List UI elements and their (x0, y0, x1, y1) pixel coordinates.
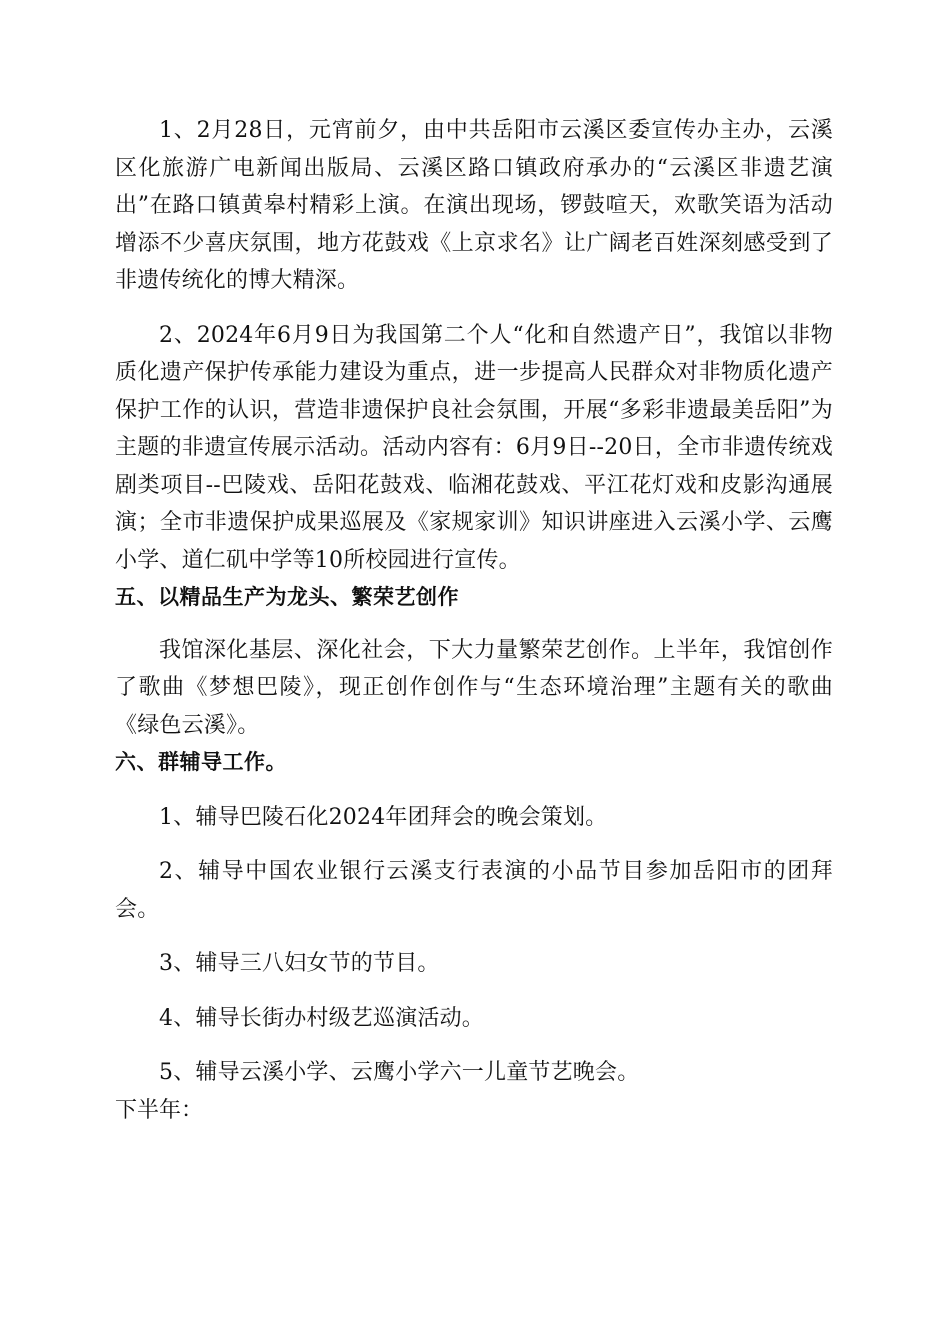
list-item-guidance-3: 3、辅导三八妇女节的节目。 (159, 951, 440, 976)
list-item-guidance-5: 5、辅导云溪小学、云鹰小学六一儿童节艺晚会。 (159, 1060, 640, 1085)
paragraph-lantern-festival-performance: 1、2月28日，元宵前夕，由中共岳阳市云溪区委宣传办主办，云溪区化旅游广电新闻出版局、云溪区路口镇政府承办的“云溪区非遗艺演出”在路口镇黄皋村精彩上演。在演出现场，锣鼓喧天，欢歌笑语为活动增添不少喜庆氛围，地方花鼓戏《上京求名》让广阔老百姓深刻感受到了非遗传统化的博大精深。 (115, 118, 833, 293)
section-heading-six: 六、群辅导工作。 (115, 750, 287, 774)
list-item-guidance-1: 1、辅导巴陵石化2024年团拜会的晚会策划。 (159, 804, 608, 830)
document-page (115, 112, 833, 1129)
second-half-year-label: 下半年： (115, 1097, 204, 1123)
list-item-guidance-4: 4、辅导长街办村级艺巡演活动。 (159, 1005, 484, 1031)
section-heading-five: 五、以精品生产为龙头、繁荣艺创作 (115, 585, 459, 609)
paragraph-art-creation: 我馆深化基层、深化社会，下大力量繁荣艺创作。上半年，我馆创作了歌曲《梦想巴陵》，现正创作创作与“生态环境治理”主题有关的歌曲《绿色云溪》。 (115, 637, 833, 738)
list-item-guidance-2: 2、辅导中国农业银行云溪支行表演的小品节目参加岳阳市的团拜会。 (115, 859, 833, 922)
paragraph-heritage-day-activities: 2、2024年6月9日为我国第二个人“化和自然遗产日”，我馆以非物质化遗产保护传承能力建设为重点，进一步提高人民群众对非物质化遗产保护工作的认识，营造非遗保护良社会氛围，开展“多彩非遗最美岳阳”为主题的非遗宣传展示活动。活动内容有：6月9日--20日，全市非遗传统戏剧类项目--巴陵戏、岳阳花鼓戏、临湘花鼓戏、平江花灯戏和皮影沟通展演；全市非遗保护成果巡展及《家规家训》知识讲座进入云溪小学、云鹰小学、道仁矶中学等10所校园进行宣传。 (115, 322, 833, 573)
